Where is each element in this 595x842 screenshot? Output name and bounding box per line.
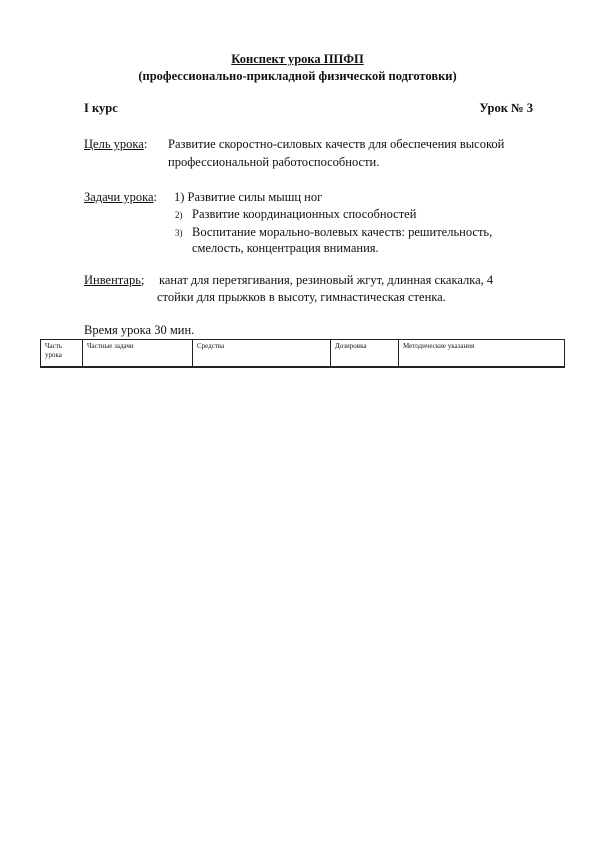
task-item-3-continued: смелость, концентрация внимания. (192, 241, 379, 255)
tasks-heading (84, 190, 157, 205)
task-item-2-text: Развитие координационных способностей (192, 207, 417, 221)
task-item-1: 1) Развитие силы мышц ног (174, 190, 323, 204)
tasks-label: Задачи урока (84, 190, 154, 204)
task-item-3 (175, 225, 492, 240)
task-item-3-text: Воспитание морально-волевых качеств: решительность, (192, 225, 493, 239)
task-item-2 (175, 207, 416, 222)
goal-heading (84, 137, 147, 152)
course-label: I курс (84, 101, 118, 115)
lesson-duration: Время урока 30 мин. (84, 323, 195, 337)
document-title: Конспект урока ППФП (231, 52, 364, 66)
inventory-text-line1: канат для перетягивания, резиновый жгут, длинная скакалка, 4 (159, 273, 494, 287)
goal-label: Цель урока (84, 137, 144, 151)
goal-text-line2: профессиональной работоспособности. (168, 155, 380, 169)
inventory-heading (84, 273, 144, 288)
col-header-part: Часть урока (41, 340, 83, 368)
lesson-plan-table (40, 339, 565, 368)
document-subtitle: (профессионально-прикладной физической подготовки) (138, 69, 457, 83)
tasks-label-punct: : (153, 190, 157, 204)
col-header-dosage: Дозировка (331, 340, 399, 368)
lesson-number: Урок № 3 (479, 101, 533, 115)
task-item-2-number: 2) (175, 210, 183, 220)
inventory-label: Инвентарь (84, 273, 141, 287)
inventory-label-punct: ; (140, 273, 145, 287)
task-item-3-number: 3) (175, 228, 183, 238)
col-header-guidelines: Методические указания (399, 340, 565, 368)
col-header-means: Средства (193, 340, 331, 368)
table-header-row (41, 340, 565, 368)
goal-text-line1: Развитие скоростно-силовых качеств для обеспечения высокой (168, 137, 505, 151)
inventory-text-line2: стойки для прыжков в высоту, гимнастическая стенка. (157, 290, 446, 304)
goal-label-punct: : (143, 137, 148, 151)
col-header-tasks: Частные задачи (83, 340, 193, 368)
